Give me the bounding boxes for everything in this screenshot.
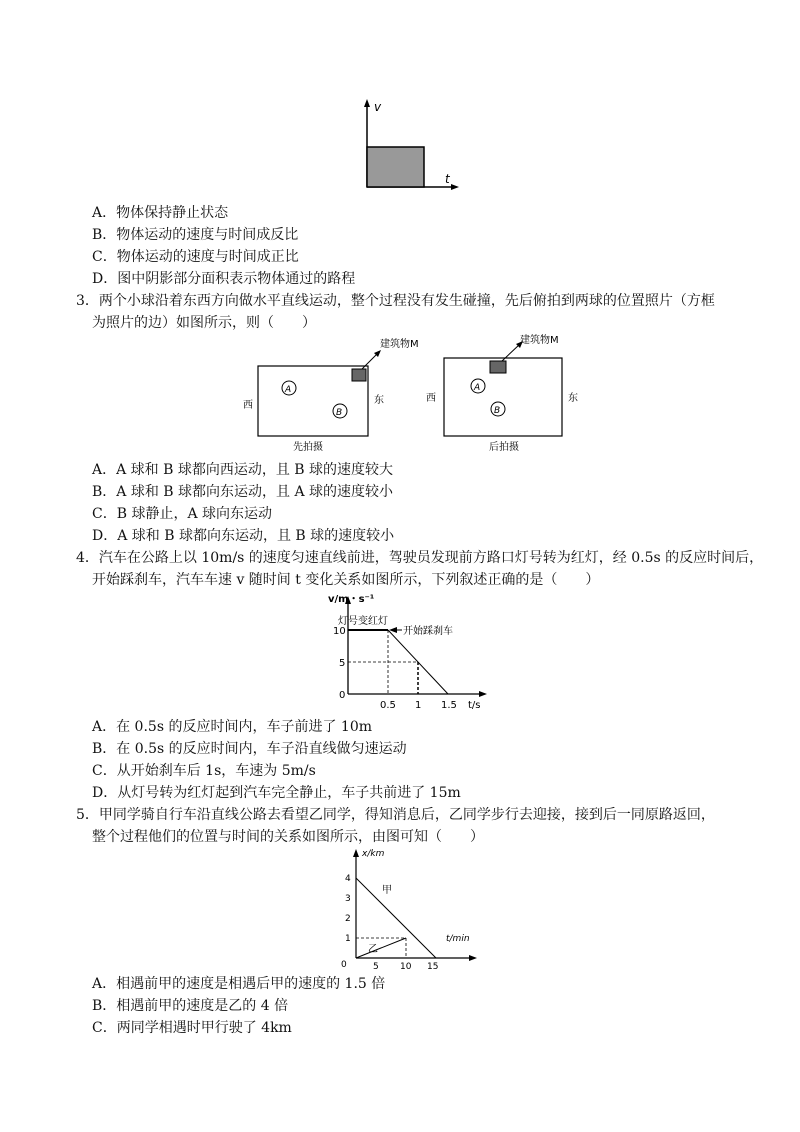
q2-option-d[interactable]: D．图中阴影部分面积表示物体通过的路程 xyxy=(92,271,356,287)
building-m-block xyxy=(352,369,366,381)
q3-photo-later xyxy=(422,333,592,455)
q3-stem-line2: 为照片的边）如图所示，则（ ） xyxy=(92,315,316,331)
ball-b-label: B xyxy=(336,408,343,418)
t-axis-label: t/s xyxy=(468,700,481,711)
jia-label: 甲 xyxy=(382,885,392,896)
ytick-0: 0 xyxy=(339,690,346,701)
annotation-brake: 开始踩刹车 xyxy=(403,626,453,637)
q5-option-a[interactable]: A．相遇前甲的速度是相遇后甲的速度的 1.5 倍 xyxy=(92,976,386,992)
ytick-10: 10 xyxy=(333,626,346,637)
ytick-1: 1 xyxy=(345,934,351,944)
building-m-label: 建筑物M xyxy=(380,339,419,350)
q2-vt-graph xyxy=(355,95,465,195)
q4-option-a[interactable]: A．在 0.5s 的反应时间内，车子前进了 10m xyxy=(92,719,372,735)
west-label: 西 xyxy=(426,393,436,404)
yi-label: 乙 xyxy=(368,944,378,955)
xtick-5: 5 xyxy=(373,962,379,972)
q2-option-b[interactable]: B．物体运动的速度与时间成反比 xyxy=(92,227,299,243)
annotation-light-red: 灯号变红灯 xyxy=(338,616,388,627)
q5-option-b[interactable]: B．相遇前甲的速度是乙的 4 倍 xyxy=(92,998,289,1014)
building-m-block xyxy=(490,361,506,373)
q2-option-c[interactable]: C．物体运动的速度与时间成正比 xyxy=(92,249,299,265)
q4-stem-line1: 4．汽车在公路上以 10m/s 的速度匀速直线前进，驾驶员发现前方路口灯号转为红灯，经 0.5s 的反应时间后， xyxy=(76,550,764,566)
xtick-10: 10 xyxy=(400,962,412,972)
q4-stem-line2: 开始踩刹车，汽车车速 v 随时间 t 变化关系如图所示，下列叙述正确的是（ ） xyxy=(92,572,600,588)
xtick-0.5: 0.5 xyxy=(380,700,396,711)
ytick-5: 5 xyxy=(339,658,346,669)
q3-option-b[interactable]: B．A 球和 B 球都向东运动，且 A 球的速度较小 xyxy=(92,484,394,500)
q4-vt-graph xyxy=(328,590,498,714)
xtick-1.5: 1.5 xyxy=(441,700,457,711)
west-label: 西 xyxy=(243,400,253,411)
ytick-3: 3 xyxy=(345,894,351,904)
q4-option-d[interactable]: D．从灯号转为红灯起到汽车完全静止，车子共前进了 15m xyxy=(92,785,461,801)
east-label: 东 xyxy=(374,395,384,406)
t-axis-label: t/min xyxy=(446,934,470,944)
q3-option-a[interactable]: A．A 球和 B 球都向西运动，且 B 球的速度较大 xyxy=(92,462,394,478)
yi-line xyxy=(356,938,406,958)
east-label: 东 xyxy=(568,393,578,404)
ball-a-label: A xyxy=(285,385,292,395)
v-axis-label: v/m・s⁻¹ xyxy=(328,594,375,605)
building-m-label: 建筑物M xyxy=(520,335,559,346)
q3-option-c[interactable]: C．B 球静止，A 球向东运动 xyxy=(92,506,273,522)
q4-option-b[interactable]: B．在 0.5s 的反应时间内，车子沿直线做匀速运动 xyxy=(92,741,407,757)
v-axis-label: v xyxy=(374,100,382,114)
q2-option-a[interactable]: A．物体保持静止状态 xyxy=(92,205,229,221)
q3-photo-first xyxy=(238,333,419,455)
q3-option-d[interactable]: D．A 球和 B 球都向东运动，且 B 球的速度较小 xyxy=(92,528,395,544)
ytick-4: 4 xyxy=(345,874,351,884)
ball-a-label: A xyxy=(474,383,481,393)
ball-b-label: B xyxy=(494,406,501,416)
q5-stem-line2: 整个过程他们的位置与时间的关系如图所示，由图可知（ ） xyxy=(92,829,484,845)
caption-first: 先拍摄 xyxy=(293,442,323,453)
q4-option-c[interactable]: C．从开始刹车后 1s，车速为 5m/s xyxy=(92,763,316,779)
ytick-2: 2 xyxy=(345,914,351,924)
x-axis-label: x/km xyxy=(362,849,385,859)
q5-option-c[interactable]: C．两同学相遇时甲行驶了 4km xyxy=(92,1020,292,1036)
shaded-area xyxy=(367,147,424,187)
q5-xt-graph xyxy=(338,843,503,973)
ytick-0: 0 xyxy=(341,960,347,970)
xtick-15: 15 xyxy=(427,962,439,972)
caption-later: 后拍摄 xyxy=(489,442,519,453)
q3-stem-line1: 3．两个小球沿着东西方向做水平直线运动，整个过程没有发生碰撞，先后俯拍到两球的位置照片（方框 xyxy=(76,293,715,309)
q5-stem-line1: 5．甲同学骑自行车沿直线公路去看望乙同学，得知消息后，乙同学步行去迎接，接到后一同原路返回， xyxy=(76,807,715,823)
t-axis-label: t xyxy=(445,172,450,186)
xtick-1: 1 xyxy=(415,700,422,711)
